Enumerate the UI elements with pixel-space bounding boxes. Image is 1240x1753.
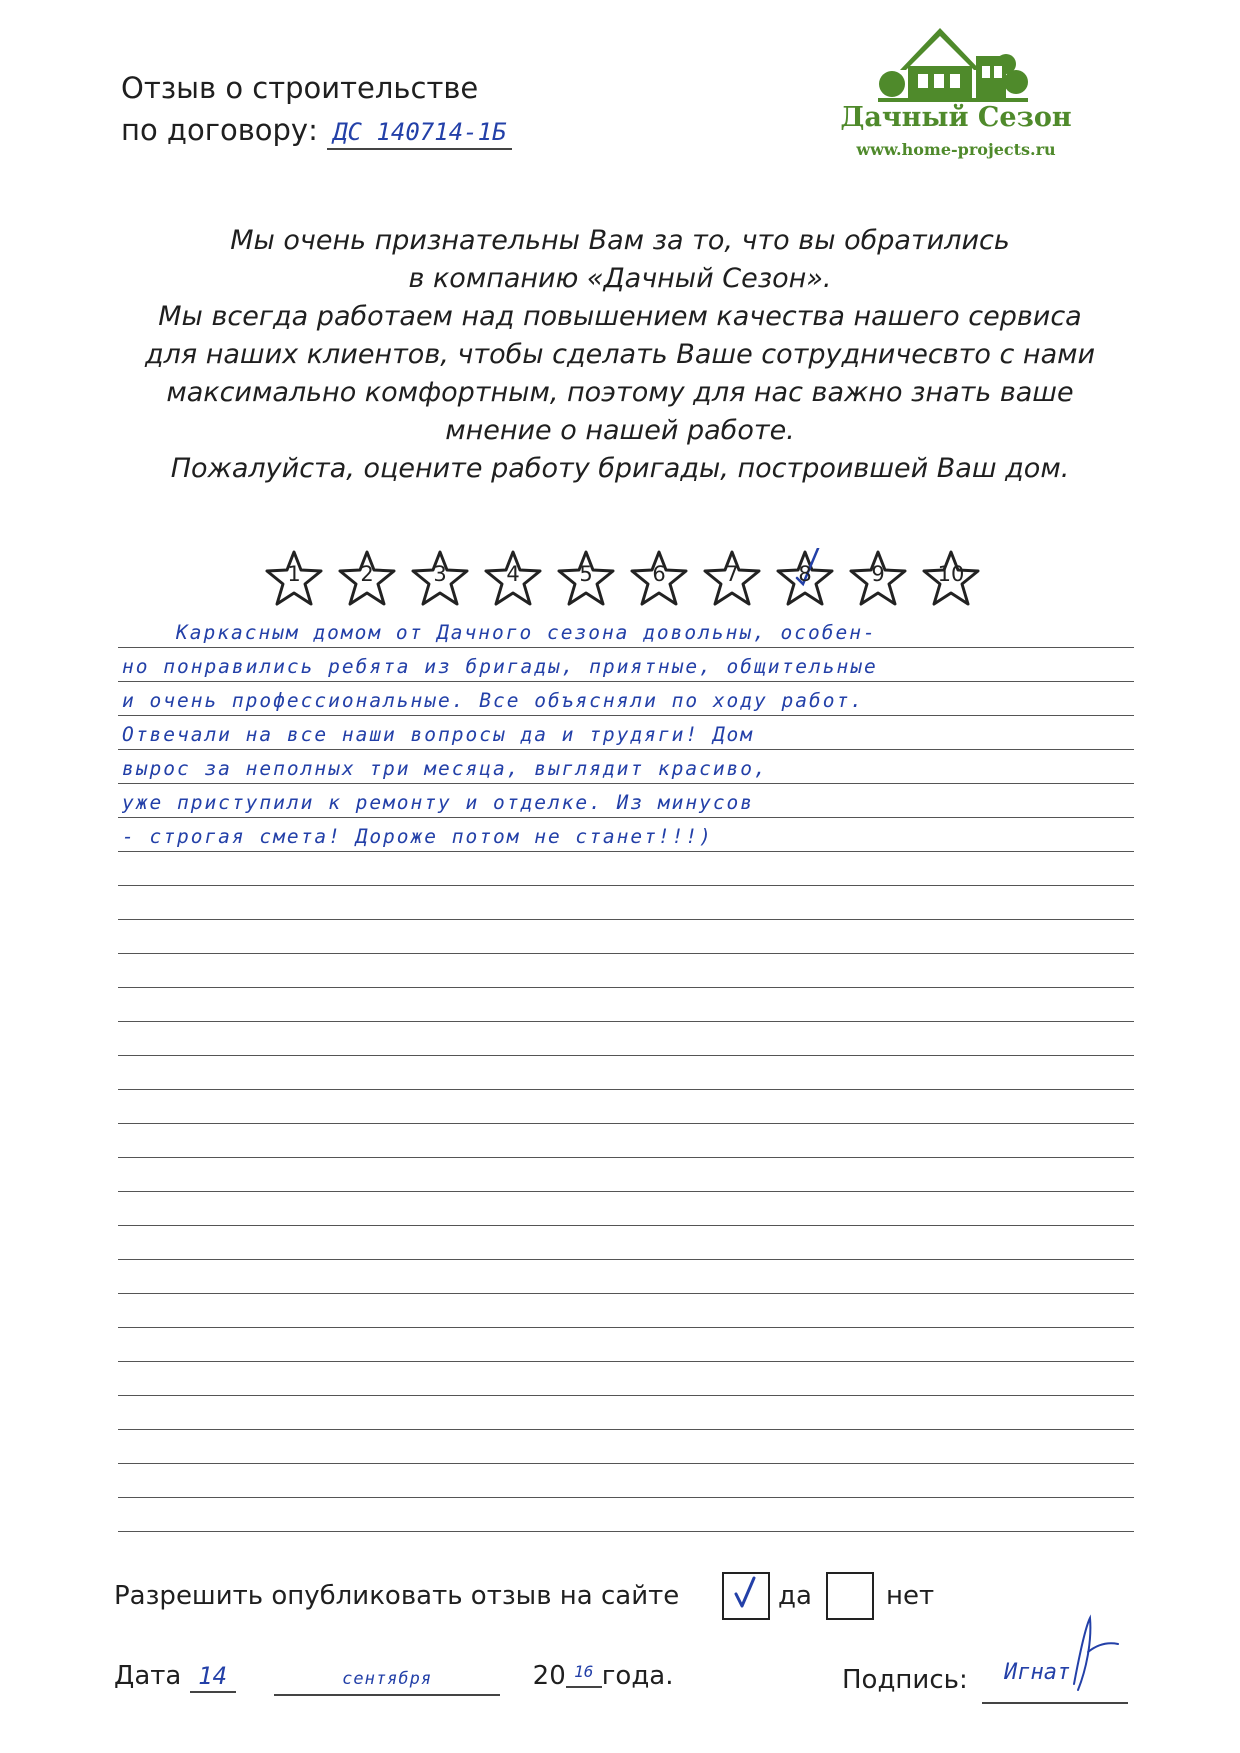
date-month-field[interactable]: сентября [274, 1664, 500, 1696]
ruled-line [118, 1157, 1134, 1158]
intro-line: мнение о нашей работе. [445, 415, 795, 446]
date-day-field[interactable]: 14 [190, 1661, 236, 1693]
review-line: - строгая смета! Дороже потом не станет!!!) [122, 825, 713, 848]
ruled-line [118, 1055, 1134, 1056]
intro-text [130, 222, 1110, 488]
rating-star[interactable] [337, 548, 397, 612]
star-label: 10 [937, 562, 965, 586]
rating-stars [264, 548, 1004, 618]
ruled-line [118, 1531, 1134, 1532]
ruled-line [118, 919, 1134, 920]
publish-no-checkbox[interactable] [826, 1572, 874, 1620]
publish-no-label: нет [886, 1581, 935, 1611]
review-line: вырос за неполных три месяца, выглядит красиво, [122, 757, 768, 780]
date-row [114, 1658, 674, 1696]
ruled-line [118, 1191, 1134, 1192]
ruled-line [118, 885, 1134, 886]
star-label: 6 [652, 562, 666, 586]
ruled-line [118, 987, 1134, 988]
ruled-line [118, 1463, 1134, 1464]
star-label: 1 [287, 562, 301, 586]
ruled-line [118, 1021, 1134, 1022]
rating-star[interactable] [848, 548, 908, 612]
logo-url: www.home-projects.ru [856, 140, 1056, 159]
ruled-line [118, 1225, 1134, 1226]
rating-star[interactable] [556, 548, 616, 612]
logo-name: Дачный Сезон [840, 102, 1072, 133]
signature-field[interactable] [982, 1612, 1128, 1704]
review-area[interactable] [118, 621, 1134, 1540]
ruled-line [118, 1497, 1134, 1498]
contract-label: по договору: [121, 113, 318, 147]
house-icon [878, 22, 1028, 102]
rating-star[interactable] [264, 548, 324, 612]
company-logo [828, 22, 1078, 162]
rating-star[interactable] [410, 548, 470, 612]
intro-line: в компанию «Дачный Сезон». [408, 263, 832, 294]
ruled-line [118, 953, 1134, 954]
ruled-line [118, 1293, 1134, 1294]
star-label: 9 [871, 562, 885, 586]
date-label: Дата [114, 1661, 182, 1691]
ruled-line [118, 1089, 1134, 1090]
review-line: но понравились ребята из бригады, приятные, общительные [122, 655, 878, 678]
star-label: 7 [725, 562, 739, 586]
rating-star[interactable] [629, 548, 689, 612]
ruled-line [118, 1429, 1134, 1430]
publish-yes-label: да [778, 1581, 812, 1611]
rating-star[interactable] [483, 548, 543, 612]
ruled-line [118, 1327, 1134, 1328]
star-label: 4 [506, 562, 520, 586]
signature-flourish [982, 1612, 1128, 1702]
intro-line: Пожалуйста, оцените работу бригады, построившей Ваш дом. [170, 453, 1070, 484]
review-line: уже приступили к ремонту и отделке. Из минусов [122, 791, 755, 814]
review-line: Отвечали на все наши вопросы да и трудяги! Дом [122, 723, 755, 746]
form-title: Отзыв о строительстве [121, 71, 479, 105]
year-prefix: 20 [532, 1661, 566, 1691]
star-label: 5 [579, 562, 593, 586]
ruled-line [118, 1395, 1134, 1396]
publish-label: Разрешить опубликовать отзыв на сайте [114, 1581, 680, 1611]
rating-star[interactable] [921, 548, 981, 612]
review-line: и очень профессиональные. Все объясняли по ходу работ. [122, 689, 864, 712]
intro-line: Мы очень признательны Вам за то, что вы обратились [230, 225, 1010, 256]
signature-label: Подпись: [842, 1665, 968, 1695]
review-line: Каркасным домом от Дачного сезона довольны, особен- [176, 621, 877, 644]
contract-number-field[interactable]: ДС 140714-1Б [327, 116, 512, 150]
ruled-line [118, 1361, 1134, 1362]
checkmark-icon [724, 1574, 768, 1618]
signature-text: Игнат [1004, 1660, 1071, 1685]
intro-line: для наших клиентов, чтобы сделать Ваше сотрудничесвто с нами [144, 339, 1096, 370]
contract-row [121, 110, 512, 150]
intro-line: максимально комфортным, поэтому для нас важно знать ваше [166, 377, 1074, 408]
star-label: 2 [360, 562, 374, 586]
star-label: 3 [433, 562, 447, 586]
year-word: года. [601, 1661, 674, 1691]
star-label: 8 [798, 562, 812, 586]
ruled-line [118, 1259, 1134, 1260]
rating-star[interactable] [702, 548, 762, 612]
rating-star-selected[interactable] [775, 548, 835, 612]
intro-line: Мы всегда работаем над повышением качества нашего сервиса [158, 301, 1082, 332]
ruled-line [118, 1123, 1134, 1124]
date-year-field[interactable]: 16 [566, 1658, 602, 1688]
publish-yes-checkbox[interactable] [722, 1572, 770, 1620]
